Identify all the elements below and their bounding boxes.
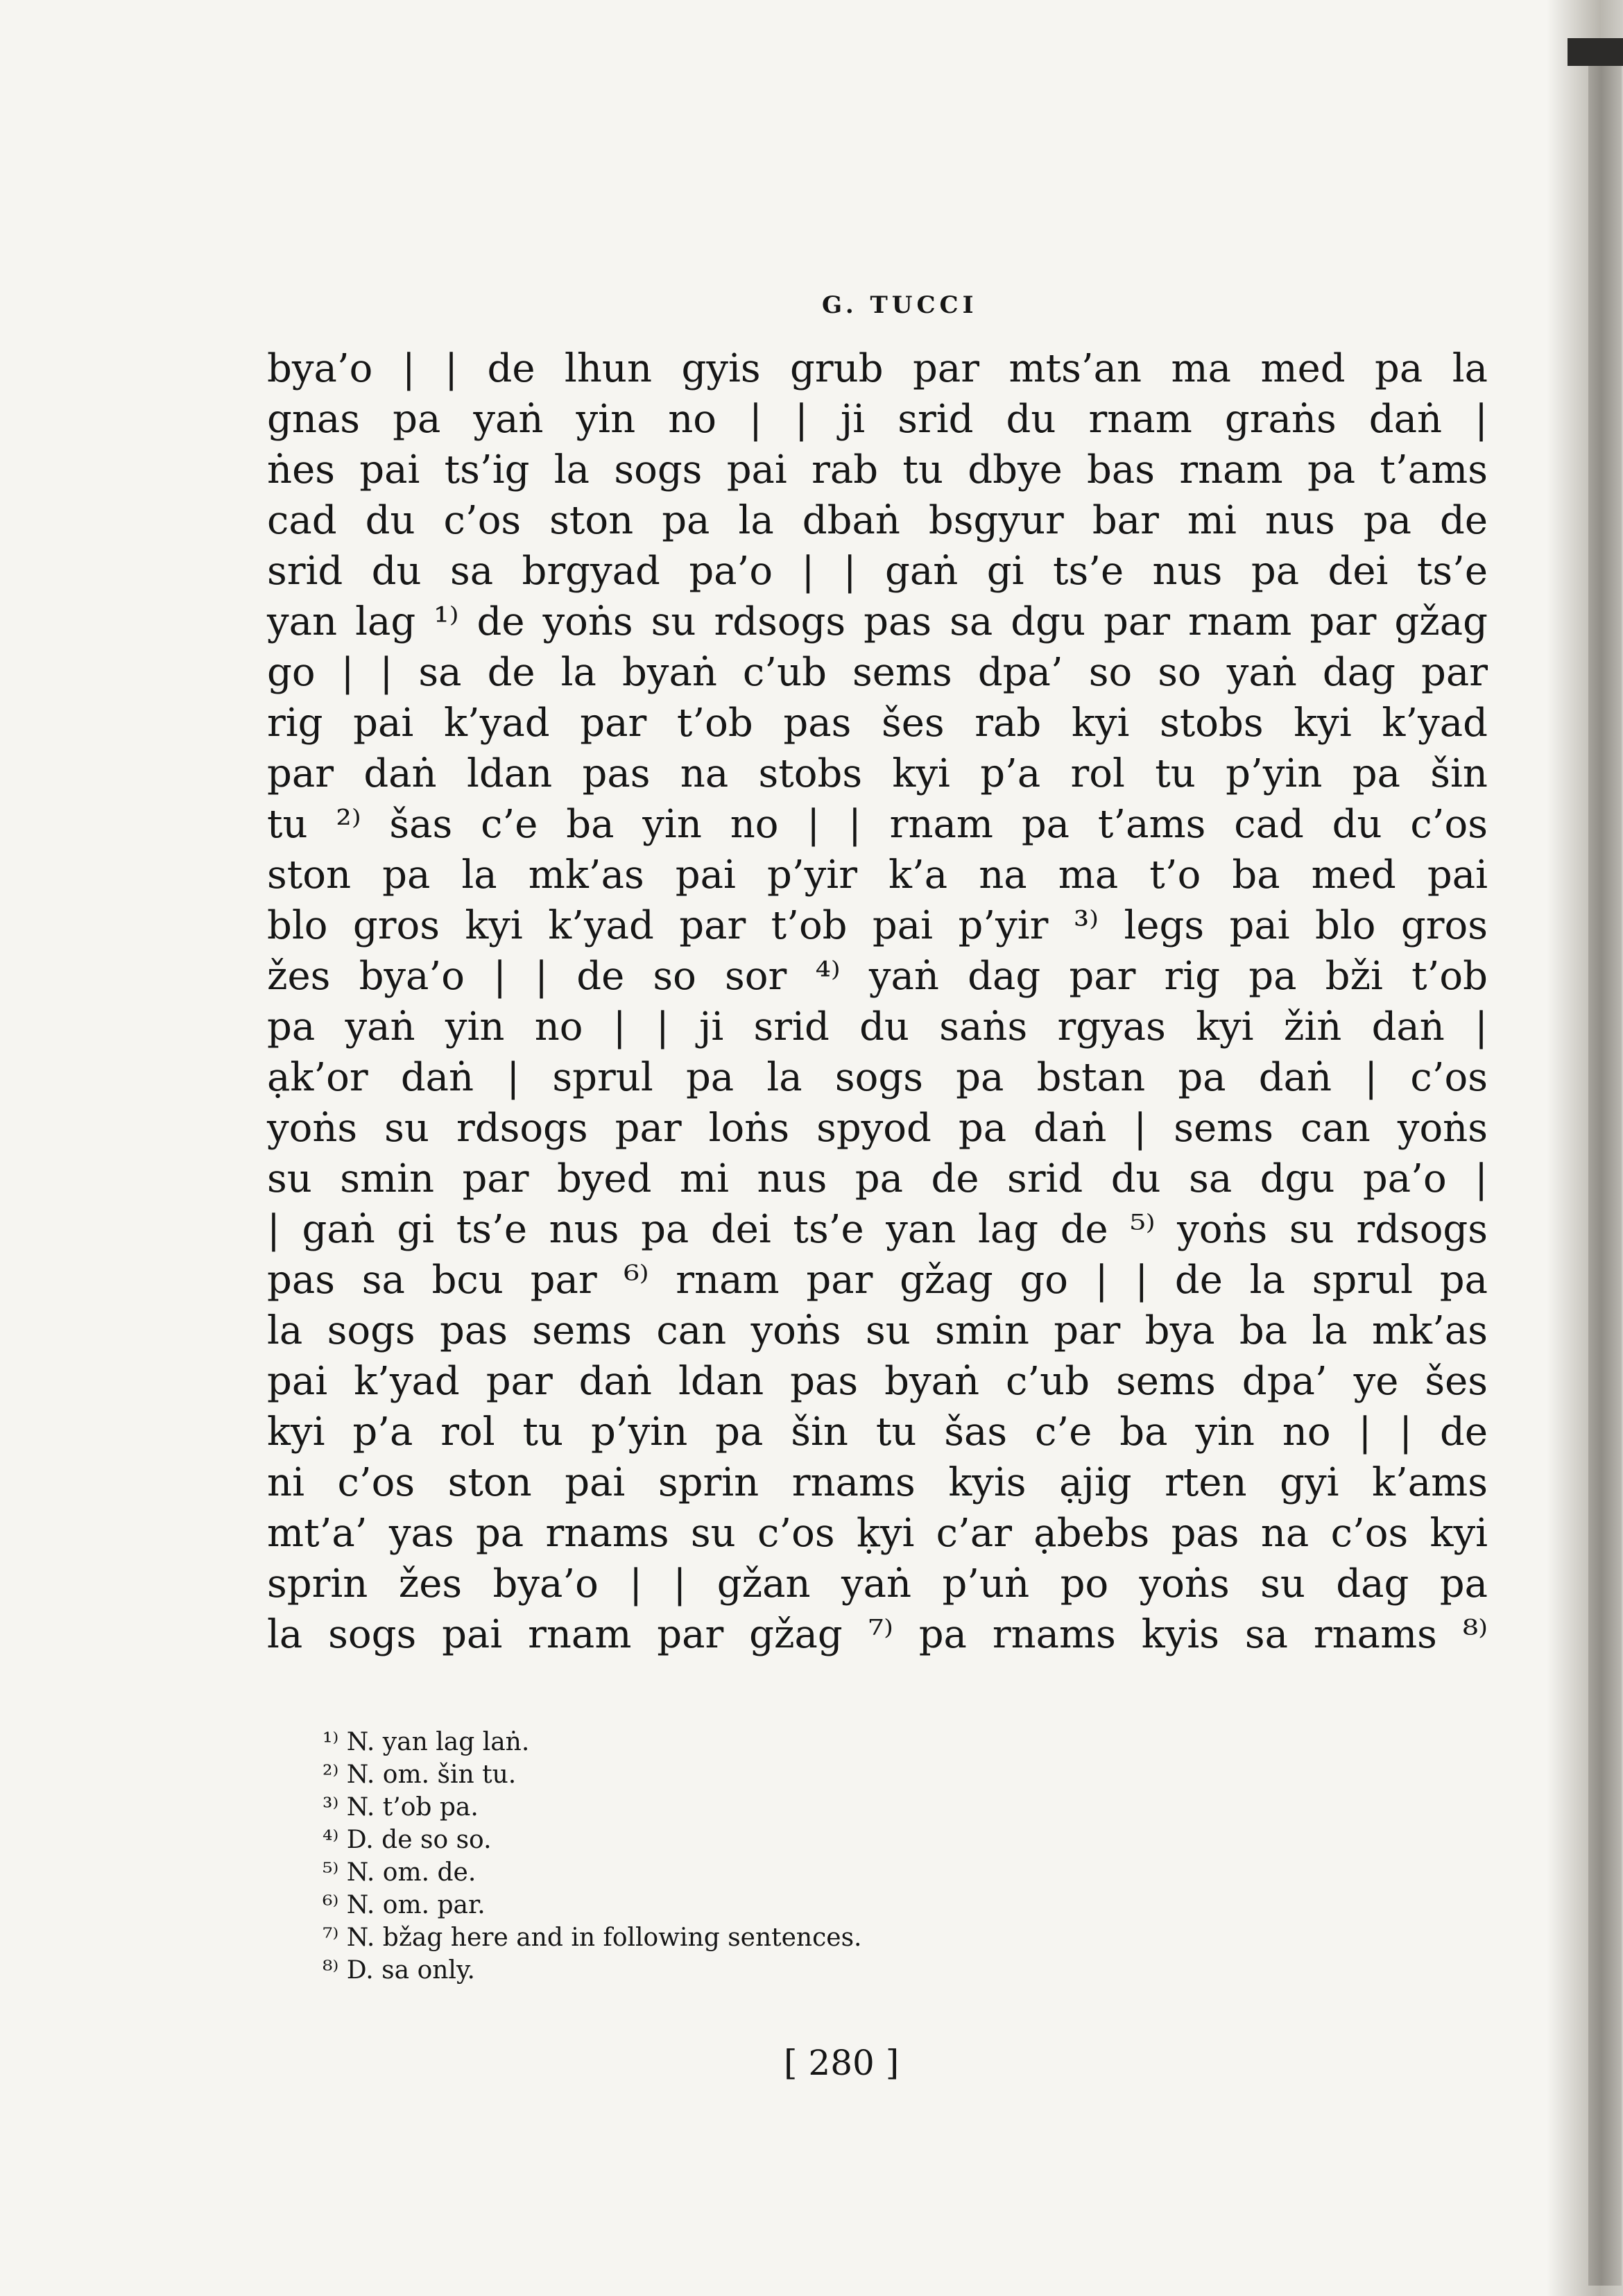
text-line: pa yaṅ yin no | | ji srid du saṅs rgyas kyi žiṅ daṅ | xyxy=(267,1004,1488,1050)
footnotes xyxy=(323,1726,1016,1987)
footnote: ⁷⁾ N. bžag here and in following sentences. xyxy=(323,1924,862,1952)
text-line: pai k’yad par daṅ ldan pas byaṅ c’ub sems dpa’ ye šes xyxy=(267,1359,1488,1404)
footnote: ¹⁾ N. yan lag laṅ. xyxy=(323,1728,530,1756)
page-edge-corner xyxy=(1568,38,1623,66)
text-line: sprin žes bya’o | | gžan yaṅ p’uṅ po yoṅs su dag pa xyxy=(267,1561,1488,1607)
footnote: ⁶⁾ N. om. par. xyxy=(323,1891,486,1919)
page-edge-shadow xyxy=(1588,38,1622,2286)
footnote: ³⁾ N. t’ob pa. xyxy=(323,1793,479,1822)
running-head: G. TUCCI xyxy=(822,291,978,319)
text-line: ston pa la mk’as pai p’yir k’a na ma t’o ba med pai xyxy=(267,853,1488,898)
page-number: [ 280 ] xyxy=(784,2043,900,2083)
text-line: bya’o | | de lhun gyis grub par mts’an ma med pa la xyxy=(267,346,1488,391)
text-line: yoṅs su rdsogs par loṅs spyod pa daṅ | sems can yoṅs xyxy=(267,1106,1488,1151)
text-line: go | | sa de la byaṅ c’ub sems dpa’ so so yaṅ dag par xyxy=(267,650,1488,695)
text-line: žes bya’o | | de so sor ⁴⁾ yaṅ dag par rig pa bži t’ob xyxy=(267,954,1488,999)
text-line: pas sa bcu par ⁶⁾ rnam par gžag go | | de la sprul pa xyxy=(267,1258,1488,1303)
footnote: ⁴⁾ D. de so so. xyxy=(323,1826,492,1854)
text-line: cad du c’os ston pa la dbaṅ bsgyur bar mi nus pa de xyxy=(267,498,1488,543)
text-line: yan lag ¹⁾ de yoṅs su rdsogs pas sa dgu par rnam par gžag xyxy=(267,599,1488,644)
text-line: srid du sa brgyad pa’o | | gaṅ gi ts’e nus pa dei ts’e xyxy=(267,549,1488,594)
text-line: gnas pa yaṅ yin no | | ji srid du rnam graṅs daṅ | xyxy=(267,397,1488,442)
text-line: ṅes pai ts’ig la sogs pai rab tu dbye bas rnam pa t’ams xyxy=(267,447,1488,492)
text-line: mt’a’ yas pa rnams su c’os ḳyi c’ar ạbebs pas na c’os kyi xyxy=(267,1511,1488,1556)
text-line: blo gros kyi k’yad par t’ob pai p’yir ³⁾ legs pai blo gros xyxy=(267,903,1488,948)
text-line: | gaṅ gi ts’e nus pa dei ts’e yan lag de ⁵⁾ yoṅs su rdsogs xyxy=(267,1207,1488,1252)
text-line: kyi p’a rol tu p’yin pa šin tu šas c’e ba yin no | | de xyxy=(267,1410,1488,1455)
text-line: ni c’os ston pai sprin rnams kyis ạjig rten gyi k’ams xyxy=(267,1460,1488,1505)
text-line: rig pai k’yad par t’ob pas šes rab kyi stobs kyi k’yad xyxy=(267,701,1488,746)
text-line: su smin par byed mi nus pa de srid du sa dgu pa’o | xyxy=(267,1156,1488,1201)
body-text xyxy=(267,343,1488,1660)
footnote: ⁵⁾ N. om. de. xyxy=(323,1858,476,1887)
text-line: la sogs pai rnam par gžag ⁷⁾ pa rnams kyis sa rnams ⁸⁾ xyxy=(267,1612,1488,1657)
text-line: ạk’or daṅ | sprul pa la sogs pa bstan pa daṅ | c’os xyxy=(267,1055,1488,1100)
footnote: ⁸⁾ D. sa only. xyxy=(323,1956,475,1985)
text-line: la sogs pas sems can yoṅs su smin par bya ba la mk’as xyxy=(267,1308,1488,1353)
text-line: par daṅ ldan pas na stobs kyi p’a rol tu p’yin pa šin xyxy=(267,751,1488,796)
text-line: tu ²⁾ šas c’e ba yin no | | rnam pa t’ams cad du c’os xyxy=(267,802,1488,847)
footnote: ²⁾ N. om. šin tu. xyxy=(323,1760,517,1789)
